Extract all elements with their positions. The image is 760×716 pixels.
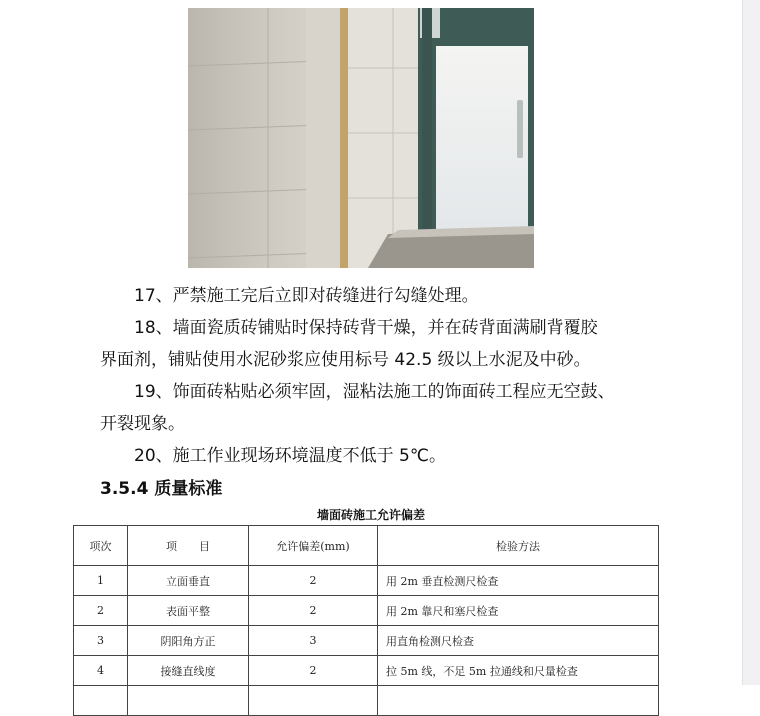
table-row <box>74 596 659 626</box>
paragraph-20: 20、施工作业现场环境温度不低于 5℃。 <box>134 446 446 466</box>
header-item-no: 项次 <box>74 526 128 566</box>
cell-tolerance <box>249 686 378 716</box>
paragraph-18-line1: 18、墙面瓷质砖铺贴时保持砖背干燥，并在砖背面满刷背覆胶 <box>134 318 598 338</box>
table-header-row <box>74 526 659 566</box>
cell-method: 拉 5m 线，不足 5m 拉通线和尺量检查 <box>378 656 659 686</box>
table-row <box>74 626 659 656</box>
cell-no: 1 <box>74 566 128 596</box>
cell-method: 用直角检测尺检查 <box>378 626 659 656</box>
table-row <box>74 656 659 686</box>
paragraph-17: 17、严禁施工完后立即对砖缝进行勾缝处理。 <box>134 286 479 306</box>
cell-item: 阴阳角方正 <box>128 626 249 656</box>
vertical-scrollbar[interactable] <box>742 0 760 685</box>
cell-item <box>128 686 249 716</box>
header-method: 检验方法 <box>378 526 659 566</box>
cell-item: 立面垂直 <box>128 566 249 596</box>
paragraph-18-line2: 界面剂，铺贴使用水泥砂浆应使用标号 42.5 级以上水泥及中砂。 <box>100 350 591 370</box>
header-item: 项 目 <box>128 526 249 566</box>
cell-tolerance: 2 <box>249 656 378 686</box>
cell-tolerance: 3 <box>249 626 378 656</box>
cell-method: 用 2m 靠尺和塞尺检查 <box>378 596 659 626</box>
cell-no: 2 <box>74 596 128 626</box>
paragraph-19-line1: 19、饰面砖粘贴必须牢固，湿粘法施工的饰面砖工程应无空鼓、 <box>134 382 615 402</box>
paragraph-19-line2: 开裂现象。 <box>100 414 185 434</box>
table-row <box>74 566 659 596</box>
cell-method: 用 2m 垂直检测尺检查 <box>378 566 659 596</box>
cell-item: 接缝直线度 <box>128 656 249 686</box>
cell-no: 4 <box>74 656 128 686</box>
cell-tolerance: 2 <box>249 566 378 596</box>
header-tolerance: 允许偏差(mm) <box>249 526 378 566</box>
cell-no: 3 <box>74 626 128 656</box>
cell-item: 表面平整 <box>128 596 249 626</box>
bathroom-tile-photo <box>188 8 534 268</box>
section-heading: 3.5.4 质量标准 <box>100 479 223 499</box>
cell-no <box>74 686 128 716</box>
tolerance-table <box>73 525 659 716</box>
table-row <box>74 686 659 716</box>
cell-method <box>378 686 659 716</box>
cell-tolerance: 2 <box>249 596 378 626</box>
photo-illustration <box>188 8 534 268</box>
table-caption: 墙面砖施工允许偏差 <box>316 508 425 522</box>
